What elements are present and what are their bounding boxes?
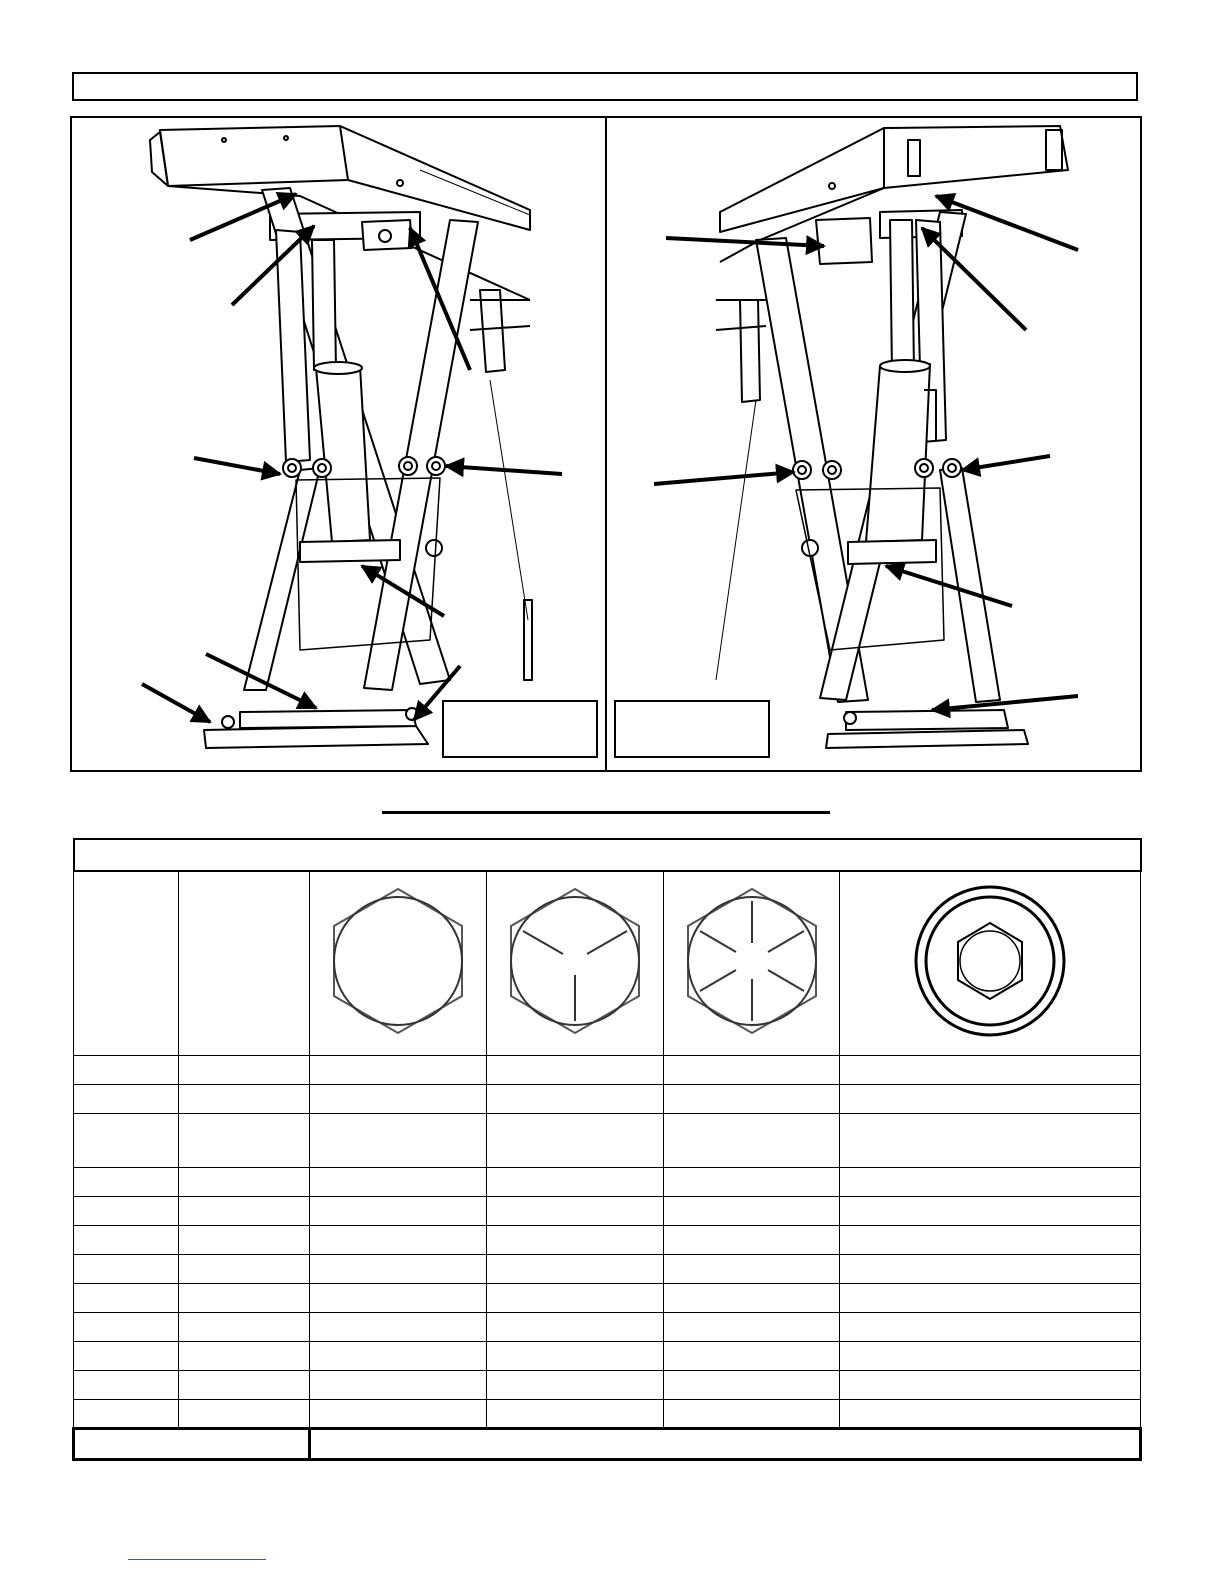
table-footer-row xyxy=(74,1428,1141,1459)
right-figure-label-box xyxy=(614,700,770,758)
table-row xyxy=(74,1341,1141,1370)
socket-head-cap-screw-icon xyxy=(912,881,1068,1041)
header-cell xyxy=(74,871,179,1055)
footer-note xyxy=(310,1428,1141,1459)
lift-figures xyxy=(72,118,1140,770)
table-row xyxy=(74,1225,1141,1254)
table-row xyxy=(74,1254,1141,1283)
scissor-lift-rear-view-icon xyxy=(716,126,1068,748)
right-callout-arrows xyxy=(654,196,1078,710)
table-title xyxy=(74,839,1141,871)
table-row xyxy=(74,1196,1141,1225)
table-row xyxy=(74,1370,1141,1399)
footer-label xyxy=(74,1428,310,1459)
hex-bolt-no-marks-icon xyxy=(328,883,468,1039)
table-row xyxy=(74,1167,1141,1196)
torque-table xyxy=(72,838,1142,1461)
table-row xyxy=(74,1312,1141,1341)
hex-bolt-three-marks-icon xyxy=(505,883,645,1039)
table-row xyxy=(74,1283,1141,1312)
header-cell xyxy=(179,871,310,1055)
left-figure-label-box xyxy=(442,700,598,758)
figure-caption-rule xyxy=(382,811,830,814)
table-row xyxy=(74,1084,1141,1113)
footer-link-underline[interactable] xyxy=(128,1559,266,1560)
table-row xyxy=(74,1113,1141,1167)
header-bar xyxy=(72,72,1138,101)
table-row xyxy=(74,1055,1141,1084)
hex-bolt-six-marks-icon xyxy=(682,883,822,1039)
table-row xyxy=(74,1399,1141,1428)
